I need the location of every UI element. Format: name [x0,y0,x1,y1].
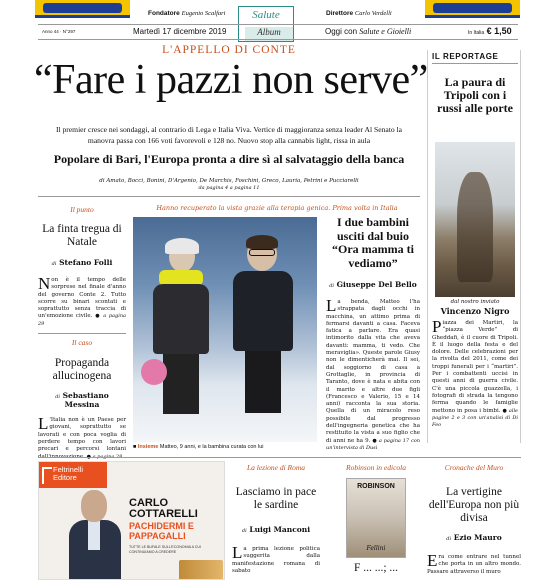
robinson-footer: F ... ...; ... [353,562,399,574]
roma-column [232,461,320,575]
divider [38,196,420,197]
supplement-salute: Salute [252,9,280,21]
main-headline[interactable]: “Fare i pazzi non serve” [34,57,428,103]
roma-author: di Luigi Manconi [241,525,311,534]
main-bylines: di Amato, Bocci, Bonini, D'Argenio, De Marchis, Foschini, Greco, Lauria, Petrini e Pucciarelli [99,178,359,184]
robinson-cover[interactable] [346,478,406,558]
punto-title[interactable]: La finta tregua di Natale [42,223,122,248]
founder: Fondatore Eugenio Scalfari [148,10,226,17]
main-subhead[interactable]: Popolare di Bari, l'Europa pronta a dire sì al salvataggio della banca [53,152,405,166]
photo-story-author: di Giuseppe Del Bello [329,280,417,289]
photo-caption: ■ Insieme Matteo, 9 anni, e la bambina curata con lui [133,444,264,450]
reportage-box[interactable] [427,50,521,443]
feltrinelli-ad[interactable] [38,461,225,580]
caso-title[interactable]: Propaganda allucinogena [52,357,112,383]
reportage-author: Vincenzo Nigro [440,306,510,316]
photo-story-text: La benda, Matteo l'ha strappata dagli occhi in macchina, un attimo prima di fermarsi davanti a casa. Faceva fatica a parlare. Era quasi intimorito dalla vita che aveva davanti: mamma, ti vedo. Che meraviglia». Queste parole Giusy non le dimenticherà mai. Il sei, dal soggiorno di casa a Grottaglie, in provincia di Taranto, dove è nata e abita con il marito e altre due figli (Francesco e Valerio, 15 e 14 anni) racconta la sua storia. Quella di un miracolo reso possibile dal progresso dell'ingegneria genetica che ha restituito la vista a suo figlio che di anni ne ha 9. ● a pagina 17 con un'intervista di Dusi [326,296,421,451]
caso-label: Il caso [71,338,93,348]
robinson-cover-sub: Fellini [366,545,386,552]
muro-text: Era come entrare nel tunnel che porta in un altro mondo. Passare attraverso il muro [427,551,521,575]
robinson-cover-title: ROBINSON [357,483,395,490]
reportage-photo [435,142,515,297]
muro-column [427,461,521,576]
issue-number: Anno 44 · N°297 [42,29,76,34]
director: Direttore Carlo Verdelli [326,10,392,17]
caso-text: L 'Italia non è un Paese per giovani, soprattutto se lavorati e con poca voglia di perdere tempo con lavori precari e percorsi lontani [38,414,126,453]
reportage-label: IL REPORTAGE [432,52,518,64]
children-photo [133,217,317,442]
roma-label: La lezione di Roma [246,463,306,472]
muro-label: Cronache del Muro [444,463,504,472]
feltrinelli-logo: Feltrinelli Editore [39,462,107,488]
dateline [38,24,518,40]
author-portrait [69,490,121,580]
roma-text: La prima lezione politica suggerita dalla manifestazione romana di sabato [232,543,320,574]
main-pageref: da pagina 4 a pagina 11 [198,185,260,191]
ad-title: PACHIDERMI E PAPPAGALLI [129,521,194,541]
supplement-album: Album [245,27,293,41]
left-column [38,200,126,461]
reportage-text: Piazza dei Martiri, la “piazza Verde” di Gheddafi, è il cuore di Tripoli. È il luogo della festa e del dolore. Delle celebrazioni per la rivolta del 2011, come dei troppi funerali per i “martiri”. Per i combattenti uccisi in questi anni di guerra civile. C'è una piccola guazzella, i fotografi di strada la tengono ferma quando le famiglie mettono in posa i bimbi. ● alle pagine 2 e 3 con un'analisi di Di Feo [432,317,518,429]
photo-story-title[interactable]: I due bambini usciti dal buio “Ora mamma ti vediamo” [332,215,414,270]
caso-author: di Sebastiano Messina [55,391,109,410]
masthead-logo-right [425,0,520,18]
reportage-title[interactable]: La paura di Tripoli con i russi alle porte [437,75,513,115]
ad-book-image [179,560,223,580]
roma-title[interactable]: Lasciamo in pace le sardine [235,486,317,511]
robinson-label: Robinson in edicola [346,463,406,472]
photo-kicker: Hanno recuperato la vista grazie alla terapia genica. Prima volta in Italia [156,204,398,212]
price: In Italia € 1,50 [468,26,512,36]
masthead-logo-left [35,0,130,18]
punto-label: Il punto [70,205,94,214]
muro-title[interactable]: La vertigine dell'Europa non più divisa [428,486,520,524]
muro-author: di Ezio Mauro [446,533,502,542]
photo-story-column [326,216,420,452]
punto-author: di Stefano Folli [51,258,113,267]
main-kicker: L'APPELLO DI CONTE [162,44,296,56]
issue-date: Martedì 17 dicembre 2019 [133,27,227,36]
main-summary: Il premier cresce nei sondaggi, al contrario di Lega e Italia Viva. Vertice di maggioranza senza leader Al Senato la manovra passa con 166 voti favorevoli e 128 no. Nuovo stop alla cannabis light, rissa in aula [55,125,403,145]
ad-author: CARLO COTTARELLI [129,497,198,520]
ad-subtitle: TUTTE LE BUFALE SULL'ECONOMIA A CUI CONTINUIAMO A CREDERE [129,545,201,554]
reportage-author-kicker: dal nostro inviato [450,299,500,305]
robinson-column [332,461,420,575]
punto-text: Non è il tempo delle sorprese nel finale d'anno del governo Conte 2. Tutto scorre su binari scontati e soprattutto senza traccia di un'emozione civile. ● a pagina 29 [38,274,127,327]
divider [38,457,521,458]
today-supplements: Oggi con Salute e Gioielli [325,27,412,36]
